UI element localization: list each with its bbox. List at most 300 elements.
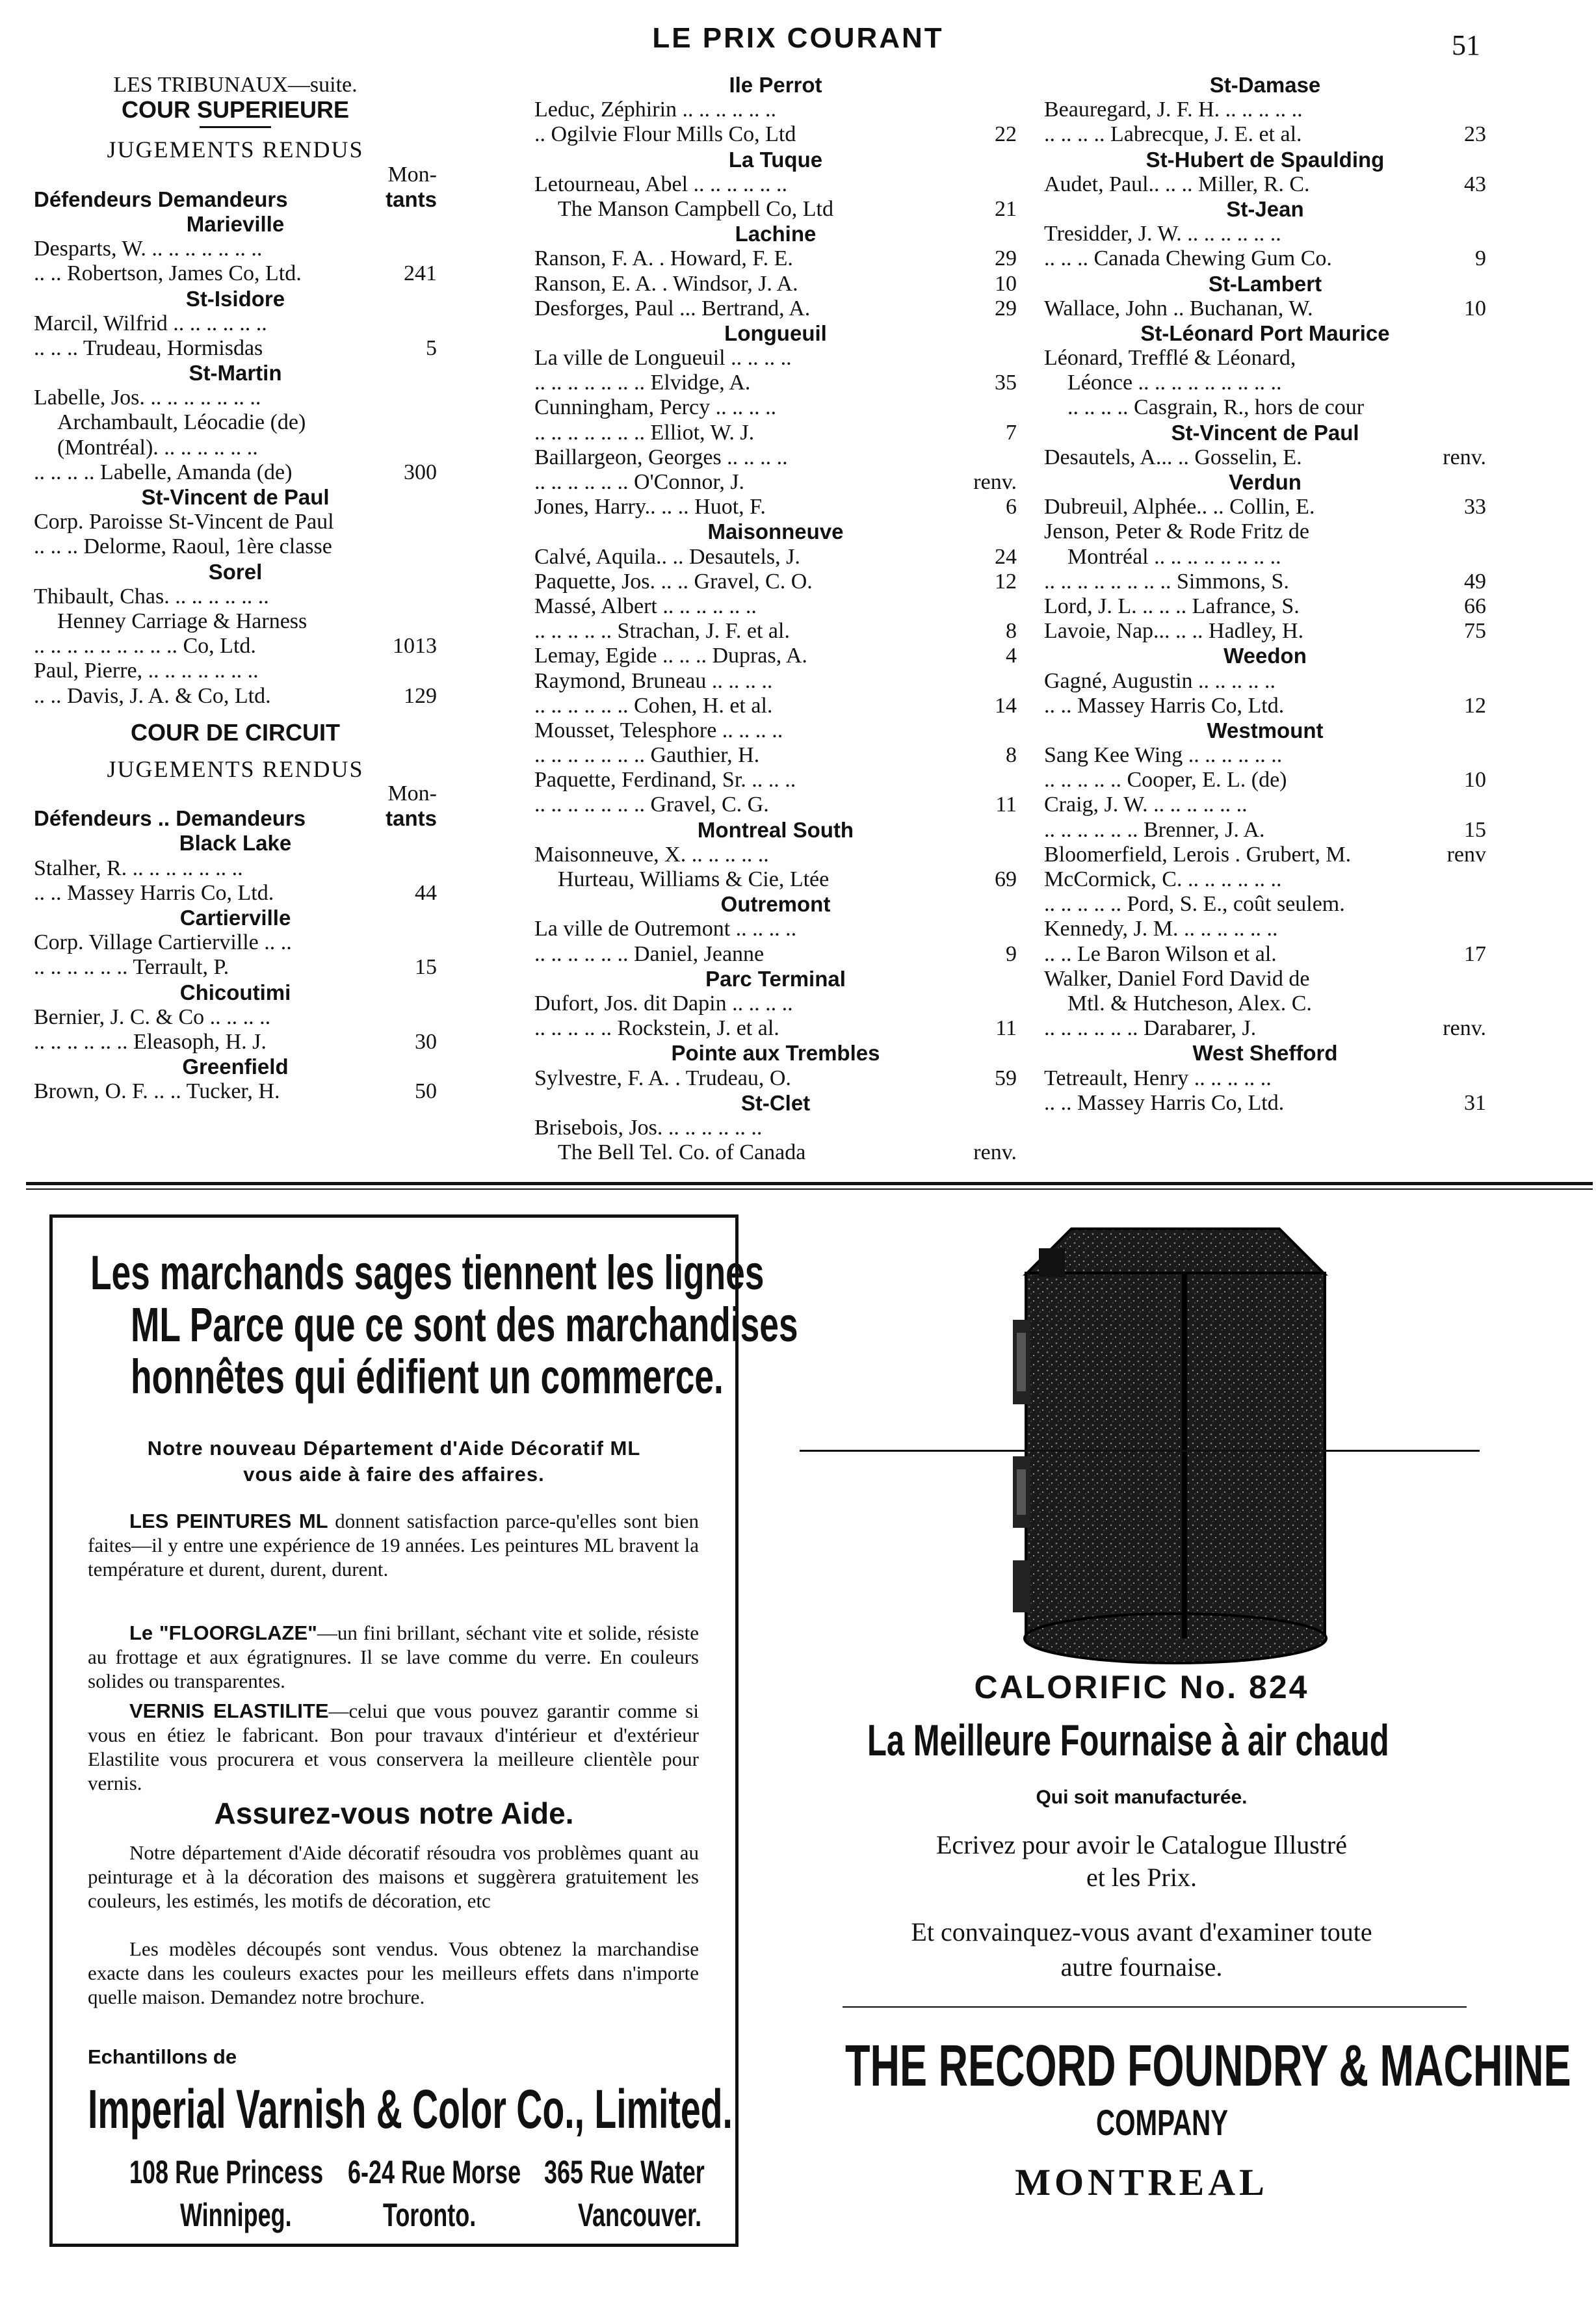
amount: renv.: [973, 470, 1017, 494]
line-text: Lord, J. L. .. .. .. Lafrance, S.: [1044, 594, 1300, 618]
line-text: St-Isidore: [185, 286, 285, 311]
judgment-line: [534, 570, 1017, 594]
ad-headline-3: honnêtes qui édifient un commerce.: [131, 1350, 724, 1404]
judgment-line: [534, 371, 1017, 395]
judgment-line: [534, 867, 1017, 892]
line-text: Ranson, F. A. . Howard, F. E.: [534, 246, 793, 271]
judgment-line: [1044, 1016, 1486, 1041]
line-text: Bloomerfield, Lerois . Grubert, M.: [1044, 842, 1352, 867]
judgment-line: [534, 172, 1017, 197]
amount: 129: [404, 683, 437, 708]
amount: 5: [426, 335, 437, 360]
judgment-line: [534, 594, 1017, 619]
furnace-catalogue-line: Ecrivez pour avoir le Catalogue Illustré: [936, 1830, 1347, 1859]
amount: 59: [995, 1066, 1017, 1090]
ad-city-winnipeg: Winnipeg.: [180, 2197, 292, 2233]
judgment-line: [1044, 669, 1486, 694]
amount: 22: [995, 122, 1017, 147]
judgment-line: [34, 1005, 437, 1030]
judgment-line: [534, 942, 1017, 967]
judgment-line: [34, 460, 437, 485]
judgment-line: [1044, 768, 1486, 793]
place-heading: [534, 73, 1017, 98]
judgment-line: [534, 917, 1017, 941]
line-text: Pointe aux Trembles: [671, 1041, 880, 1066]
judgment-line: [1044, 843, 1486, 867]
line-text: Greenfield: [182, 1055, 289, 1079]
line-text: Dufort, Jos. dit Dapin .. .. .. ..: [534, 991, 793, 1016]
ad-text-floorglaze: —un fini brillant, séchant vite et solide, résiste au frottage et aux égratignures. Il se lave comme du verre. En couleurs solides ou transparentes.: [88, 1621, 700, 1692]
place-heading: [34, 831, 437, 856]
judgment-line: [1044, 495, 1486, 519]
line-text: Corp. Village Cartierville .. ..: [34, 930, 292, 955]
line-text: Longueuil: [724, 321, 827, 345]
amount: 8: [1006, 743, 1017, 768]
line-text: St-Hubert de Spaulding: [1145, 147, 1385, 172]
page-number: 51: [1452, 29, 1480, 61]
judgment-line: [1044, 246, 1486, 271]
line-text: Paquette, Jos. .. .. Gravel, C. O.: [534, 569, 813, 594]
amount: 12: [995, 569, 1017, 594]
amount: 15: [415, 955, 437, 980]
judgment-line: [1044, 122, 1486, 147]
line-text: .. .. .. .. Labelle, Amanda (de): [34, 460, 293, 484]
ad-city-toronto: Toronto.: [383, 2197, 477, 2233]
line-text: Black Lake: [179, 831, 292, 856]
ad-address-vancouver: 365 Rue Water: [544, 2154, 705, 2190]
ad-paragraph-models: Les modèles découpés sont vendus. Vous obtenez la marchandise exacte dans les couleurs exactes pour les meilleurs effets dans n'importe quelle maison. Demandez notre brochure.: [88, 1937, 699, 2008]
ad-paragraph-department: Notre département d'Aide décoratif résoudra vos problèmes quant au peinturage et à la décoration des maisons et suggèrera gratuitement les couleurs, les estimés, les motifs de décoration, etc: [88, 1841, 699, 1912]
place-heading: [34, 560, 437, 584]
judgment-line: [1044, 942, 1486, 967]
amount: tants: [386, 187, 437, 211]
line-text: Audet, Paul.. .. .. Miller, R. C.: [1044, 172, 1310, 196]
amount: 241: [404, 261, 437, 286]
place-heading: [1044, 644, 1486, 668]
line-text: .. .. .. Trudeau, Hormisdas: [34, 335, 263, 360]
foundry-company-name: THE RECORD FOUNDRY & MACHINE: [845, 2034, 1571, 2099]
amount: 30: [415, 1029, 437, 1054]
amount: 33: [1464, 495, 1486, 519]
place-heading: [534, 148, 1017, 172]
line-text: Walker, Daniel Ford David de: [1044, 966, 1310, 991]
amount: 35: [995, 371, 1017, 395]
line-text: Thibault, Chas. .. .. .. .. .. ..: [34, 584, 269, 609]
place-heading: [534, 222, 1017, 246]
line-text: Cunningham, Percy .. .. .. ..: [534, 395, 777, 420]
line-text: .. .. .. .. Labrecque, J. E. et al.: [1044, 122, 1302, 147]
judgment-line: [34, 609, 437, 634]
furnace-subtagline: Qui soit manufacturée.: [1036, 1787, 1248, 1808]
place-heading: [1044, 321, 1486, 346]
court-heading: [34, 98, 437, 122]
judgment-line: [34, 311, 437, 336]
line-text: Desautels, A... .. Gosselin, E.: [1044, 445, 1302, 469]
ad-aid-title: Assurez-vous notre Aide.: [214, 1796, 574, 1830]
judgment-line: [534, 296, 1017, 321]
ad-paragraph-elastilite: [88, 1699, 699, 1795]
judgment-line: [1044, 296, 1486, 321]
line-text: .. .. .. .. .. .. .. .. .. Co, Ltd.: [34, 634, 256, 659]
line-text: Marcil, Wilfrid .. .. .. .. .. ..: [34, 311, 267, 335]
line-text: Tresidder, J. W. .. .. .. .. .. ..: [1044, 222, 1281, 246]
judgment-line: [534, 1140, 1017, 1165]
furnace-illustration: [1000, 1222, 1344, 1671]
place-heading: [34, 1055, 437, 1079]
judgment-line: [1044, 445, 1486, 470]
judgment-line: [1044, 98, 1486, 122]
ad-address-winnipeg: 108 Rue Princess: [129, 2154, 324, 2190]
line-text: Kennedy, J. M. .. .. .. .. .. ..: [1044, 917, 1278, 941]
line-text: .. .. .. .. .. .. Daniel, Jeanne: [534, 941, 765, 966]
judgment-line: [1044, 967, 1486, 991]
line-text: Corp. Paroisse St-Vincent de Paul: [34, 510, 334, 534]
line-text: Massé, Albert .. .. .. .. .. ..: [534, 594, 757, 618]
judgment-line: [534, 470, 1017, 495]
line-text: Desforges, Paul ... Bertrand, A.: [534, 296, 811, 321]
line-text: LES TRIBUNAUX—suite.: [113, 73, 358, 97]
amount: 29: [995, 296, 1017, 321]
line-text: Montreal South: [697, 817, 854, 842]
line-text: Lemay, Egide .. .. .. Dupras, A.: [534, 644, 807, 668]
line-text: Craig, J. W. .. .. .. .. .. ..: [1044, 793, 1248, 817]
place-heading: [534, 1041, 1017, 1066]
line-text: La Tuque: [728, 147, 823, 172]
column-judgments-right: [1044, 73, 1486, 1116]
line-text: Lachine: [735, 222, 817, 246]
line-text: Verdun: [1229, 470, 1302, 494]
line-text: Hurteau, Williams & Cie, Ltée: [558, 867, 830, 891]
judgment-line: [534, 346, 1017, 371]
line-text: Brown, O. F. .. .. Tucker, H.: [34, 1079, 280, 1104]
line-text: St-Vincent de Paul: [141, 485, 330, 509]
place-heading: [34, 361, 437, 386]
ad-right-top-rule: [800, 1450, 1480, 1452]
line-text: Calvé, Aquila.. .. Desautels, J.: [534, 544, 800, 569]
line-text: .. .. Massey Harris Co, Ltd.: [34, 880, 274, 905]
judgment-line: [534, 445, 1017, 470]
judgment-line: [34, 1030, 437, 1055]
place-heading: [534, 818, 1017, 843]
line-text: Sorel: [208, 559, 263, 584]
place-heading: [534, 321, 1017, 346]
judgment-line: [1044, 519, 1486, 544]
line-text: (Montréal). .. .. .. .. .. ..: [57, 435, 258, 460]
amount: 69: [995, 867, 1017, 891]
judgment-line: [34, 634, 437, 659]
line-text: Jones, Harry.. .. .. Huot, F.: [534, 495, 766, 519]
line-text: .. .. .. .. .. Pord, S. E., coût seulem.: [1044, 892, 1345, 917]
judgment-line: [534, 991, 1017, 1016]
line-text: Gagné, Augustin .. .. .. .. ..: [1044, 668, 1276, 693]
line-text: St-Damase: [1209, 73, 1321, 97]
line-text: West Shefford: [1192, 1041, 1338, 1066]
judgment-line: [34, 856, 437, 881]
amount: renv: [1446, 842, 1486, 867]
line-text: Leduc, Zéphirin .. .. .. .. .. ..: [534, 98, 777, 122]
line-text: .. Ogilvie Flour Mills Co, Ltd: [534, 122, 796, 147]
ad-text-elastilite: —celui que vous pouvez garantir comme si vous en étiez le fabricant. Bon pour travaux d'intérieur et d'extérieur Elastilite vous procurera et vous conservera la meilleure clientèle pour vernis.: [88, 1699, 699, 1794]
line-text: .. .. Massey Harris Co, Ltd.: [1044, 693, 1285, 718]
amount: 50: [415, 1079, 437, 1104]
page-title: LE PRIX COURANT: [652, 22, 944, 54]
line-text: .. .. .. .. .. Rockstein, J. et al.: [534, 1016, 779, 1041]
place-heading: [1044, 197, 1486, 222]
place-heading: [34, 212, 437, 237]
furnace-tagline: La Meilleure Fournaise à air chaud: [867, 1716, 1389, 1765]
line-text: .. .. Massey Harris Co, Ltd.: [1044, 1090, 1285, 1115]
judgment-line: [1044, 545, 1486, 570]
ad-headline-1: Les marchands sages tiennent les lignes: [90, 1246, 765, 1300]
ad-subhead-2: vous aide à faire des affaires.: [243, 1463, 545, 1486]
line-text: Raymond, Bruneau .. .. .. ..: [534, 668, 773, 693]
judgment-line: [34, 386, 437, 410]
amount: 49: [1464, 569, 1486, 594]
judgment-line: [534, 743, 1017, 768]
ad-paragraph-peintures: [88, 1509, 699, 1581]
amount: 10: [1464, 768, 1486, 793]
line-text: Chicoutimi: [179, 980, 291, 1004]
line-text: COUR DE CIRCUIT: [131, 718, 340, 746]
amount: 8: [1006, 619, 1017, 644]
line-text: .. .. .. Delorme, Raoul, 1ère classe: [34, 534, 332, 559]
line-text: Ile Perrot: [729, 73, 822, 97]
judgment-line: [34, 881, 437, 906]
place-heading: [1044, 718, 1486, 743]
judgment-line: [534, 395, 1017, 420]
spacer: [34, 745, 437, 757]
page-header: [0, 20, 1596, 59]
line-text: .. .. .. .. .. .. .. Elvidge, A.: [534, 371, 751, 395]
line-text: Beauregard, J. F. H. .. .. .. .. ..: [1044, 98, 1303, 122]
judgment-line: [1044, 991, 1486, 1016]
line-text: Défendeurs Demandeurs: [34, 187, 288, 211]
judgment-line: [534, 718, 1017, 743]
judgment-line: [534, 1116, 1017, 1140]
line-text: .. .. Davis, J. A. & Co, Ltd.: [34, 683, 271, 708]
line-text: .. .. .. .. .. Strachan, J. F. et al.: [534, 619, 790, 644]
judgment-line: [34, 781, 437, 806]
judgment-line: [34, 1079, 437, 1104]
court-heading: [34, 720, 437, 745]
amount: renv.: [1443, 445, 1486, 469]
amount: 14: [995, 693, 1017, 718]
line-text: Archambault, Léocadie (de): [57, 410, 306, 435]
judgment-line: [1044, 1066, 1486, 1091]
furnace-prices-line: et les Prix.: [1086, 1863, 1197, 1892]
line-text: .. .. .. .. .. .. Terrault, P.: [34, 955, 229, 980]
spacer: [34, 709, 437, 720]
foundry-company-word: COMPANY: [1096, 2102, 1229, 2143]
foundry-city: MONTREAL: [1015, 2161, 1268, 2203]
judgment-line: [534, 98, 1017, 122]
judgment-line: [34, 930, 437, 955]
place-heading: [534, 967, 1017, 991]
line-text: .. .. Robertson, James Co, Ltd.: [34, 261, 302, 286]
judgment-line: [1044, 222, 1486, 246]
line-text: .. .. .. .. .. .. .. Elliot, W. J.: [534, 420, 755, 445]
line-text: Défendeurs .. Demandeurs: [34, 806, 306, 831]
amount: 17: [1464, 941, 1486, 966]
ad-headline-2: ML Parce que ce sont des marchandises: [131, 1298, 798, 1352]
place-heading: [1044, 470, 1486, 495]
judgment-line: [34, 163, 437, 187]
amount: 1013: [393, 634, 437, 659]
line-text: Maisonneuve: [707, 519, 844, 544]
line-text: .. .. Le Baron Wilson et al.: [1044, 941, 1277, 966]
judgment-line: [1044, 594, 1486, 619]
judgments-heading: [34, 137, 437, 162]
judgment-line: [1044, 867, 1486, 892]
line-text: Labelle, Jos. .. .. .. .. .. .. ..: [34, 386, 261, 410]
line-text: McCormick, C. .. .. .. .. .. ..: [1044, 867, 1282, 891]
line-text: .. .. .. .. .. Cooper, E. L. (de): [1044, 768, 1287, 793]
judgment-line: [1044, 570, 1486, 594]
judgment-line: [1044, 892, 1486, 917]
place-heading: [534, 892, 1017, 917]
amount: renv.: [973, 1140, 1017, 1165]
amount: 23: [1464, 122, 1486, 147]
amount: 29: [995, 246, 1017, 271]
amount: 4: [1006, 644, 1017, 668]
imperial-varnish-advertisement: [49, 1214, 798, 2247]
line-text: .. .. .. Canada Chewing Gum Co.: [1044, 246, 1332, 271]
judgment-line: [1044, 694, 1486, 718]
column-judgments-middle: [534, 73, 1017, 1165]
furnace-convince-line: Et convainquez-vous avant d'examiner toute: [911, 1917, 1372, 1947]
ad-samples-label: Echantillons de: [88, 2045, 237, 2068]
line-text: Westmount: [1207, 718, 1324, 742]
judgment-line: [534, 197, 1017, 222]
judgment-line: [1044, 1091, 1486, 1116]
line-text: COUR SUPERIEURE: [121, 96, 350, 124]
judgment-line: [34, 584, 437, 609]
line-text: .. .. .. .. .. .. .. Gravel, C. G.: [534, 793, 769, 817]
judgment-line: [34, 436, 437, 460]
judgment-line: [1044, 917, 1486, 941]
amount: 12: [1464, 693, 1486, 718]
line-text: The Manson Campbell Co, Ltd: [558, 196, 834, 221]
line-text: Paul, Pierre, .. .. .. .. .. .. ..: [34, 659, 259, 683]
judgment-line: [34, 410, 437, 435]
ad-city-vancouver: Vancouver.: [578, 2197, 702, 2233]
judgment-line: [34, 955, 437, 980]
line-text: JUGEMENTS RENDUS: [107, 137, 364, 163]
line-text: .. .. .. .. .. .. Darabarer, J.: [1044, 1016, 1257, 1041]
place-heading: [1044, 73, 1486, 98]
judgment-line: [534, 768, 1017, 793]
line-text: .. .. .. .. .. .. .. .. Simmons, S.: [1044, 569, 1289, 594]
amount: 31: [1464, 1090, 1486, 1115]
ad-lead-elastilite: VERNIS ELASTILITE: [129, 1699, 329, 1722]
judgment-line: [1044, 793, 1486, 817]
judgment-line: [534, 843, 1017, 867]
line-text: Henney Carriage & Harness: [57, 609, 307, 633]
amount: 11: [995, 793, 1017, 817]
line-text: Desparts, W. .. .. .. .. .. .. ..: [34, 237, 263, 261]
judgment-line: [534, 545, 1017, 570]
judgments-heading: [34, 757, 437, 781]
judgment-line: [534, 1016, 1017, 1041]
line-text: Bernier, J. C. & Co .. .. .. ..: [34, 1004, 271, 1029]
line-text: Letourneau, Abel .. .. .. .. .. ..: [534, 172, 788, 196]
line-text: St-Clet: [740, 1090, 811, 1115]
amount: 11: [995, 1016, 1017, 1041]
judgment-line: [534, 272, 1017, 296]
judgment-line: [34, 261, 437, 286]
line-text: .. .. .. .. .. .. .. Gauthier, H.: [534, 743, 760, 768]
amount: 7: [1006, 420, 1017, 445]
line-text: Sang Kee Wing .. .. .. .. .. ..: [1044, 743, 1283, 768]
line-text: .. .. .. .. .. .. Brenner, J. A.: [1044, 817, 1265, 842]
line-text: Wallace, John .. Buchanan, W.: [1044, 296, 1313, 321]
column-court-judgments: [34, 73, 437, 1105]
place-heading: [1044, 272, 1486, 296]
amount: 10: [1464, 296, 1486, 321]
judgment-line: [534, 694, 1017, 718]
judgment-line: [534, 793, 1017, 817]
line-text: .. .. .. .. .. .. O'Connor, J.: [534, 470, 745, 494]
judgment-line: [534, 495, 1017, 519]
judgment-line: [534, 619, 1017, 644]
line-text: Cartierville: [179, 906, 291, 930]
amount: 66: [1464, 594, 1486, 618]
judgment-line: [1044, 818, 1486, 843]
ad-paragraph-floorglaze: [88, 1621, 699, 1693]
section-divider: [26, 1182, 1593, 1185]
amount: 9: [1475, 246, 1486, 271]
amount: 24: [995, 544, 1017, 569]
line-text: .. .. .. .. Casgrain, R., hors de cour: [1067, 395, 1365, 420]
amount: tants: [386, 806, 437, 831]
line-text: .. .. .. .. .. .. Cohen, H. et al.: [534, 693, 773, 718]
place-heading: [534, 1091, 1017, 1116]
ad-right-rule: [843, 2006, 1467, 2008]
judgment-line: [1044, 346, 1486, 371]
section-title: [34, 73, 437, 98]
line-text: Outremont: [720, 892, 831, 917]
judgment-line: [534, 122, 1017, 147]
heading-rule: [200, 126, 271, 128]
judgment-line: [534, 669, 1017, 694]
judgment-line: [34, 684, 437, 709]
judgment-line: [34, 510, 437, 534]
place-heading: [34, 906, 437, 930]
line-text: St-Martin: [189, 361, 282, 386]
line-text: Tetreault, Henry .. .. .. .. ..: [1044, 1066, 1272, 1090]
place-heading: [1044, 421, 1486, 445]
furnace-other-line: autre fournaise.: [1060, 1952, 1223, 1982]
line-text: The Bell Tel. Co. of Canada: [558, 1140, 806, 1165]
line-text: Maisonneuve, X. .. .. .. .. ..: [534, 842, 769, 867]
line-text: Stalher, R. .. .. .. .. .. .. ..: [34, 856, 243, 880]
amount: 44: [415, 880, 437, 905]
place-heading: [34, 980, 437, 1005]
line-text: Mtl. & Hutcheson, Alex. C.: [1067, 991, 1312, 1016]
line-text: St-Vincent de Paul: [1171, 420, 1359, 445]
amount: Mon-: [387, 781, 437, 806]
line-text: Weedon: [1223, 644, 1307, 668]
line-text: Léonce .. .. .. .. .. .. .. .. ..: [1067, 371, 1282, 395]
line-text: Montréal .. .. .. .. .. .. .. ..: [1067, 544, 1281, 569]
judgment-line: [1044, 743, 1486, 768]
judgment-line: [1044, 172, 1486, 197]
amount: Mon-: [387, 162, 437, 187]
line-text: JUGEMENTS RENDUS: [107, 755, 364, 782]
line-text: Lavoie, Nap... .. .. Hadley, H.: [1044, 619, 1304, 644]
line-text: Jenson, Peter & Rode Fritz de: [1044, 519, 1309, 544]
ad-address-toronto: 6-24 Rue Morse: [348, 2154, 521, 2190]
